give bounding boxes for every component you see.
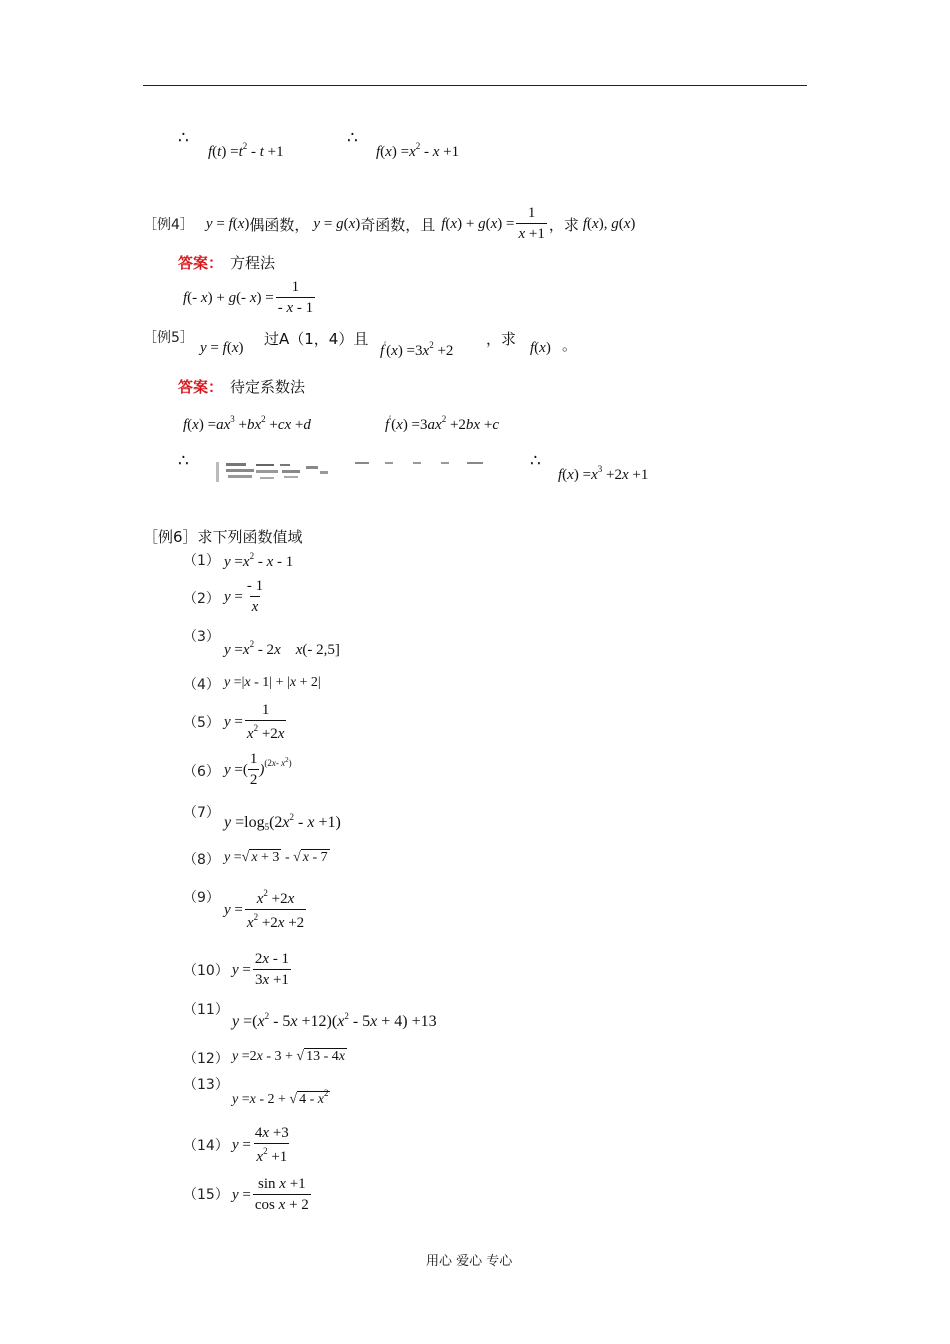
- problem-14: y = $\frac{4x +3}{x^2 +1}$: [232, 1124, 289, 1165]
- problem-8: y =√ x + 3 - √ x - 7: [224, 850, 328, 865]
- therefore-symbol: ∴: [530, 451, 541, 471]
- example-label: ［例4］: [143, 217, 194, 233]
- footer-text: 用心 爱心 专心: [426, 1254, 513, 1269]
- answer-label: 答案：: [178, 254, 224, 272]
- problem-15: y = $\frac{\text{sin x +1}}{\text{cos x + 2}}$: [232, 1176, 309, 1213]
- problem-2: y = $\frac{- 1}{x}$: [224, 578, 264, 615]
- derivative-condition: $f'(x) =3x^2 +2$: [380, 340, 454, 359]
- illegible-formula-dashes: [355, 460, 485, 468]
- result-f-x: $f(x) =x^3 +2x +1$: [558, 464, 649, 483]
- header-rule: [143, 85, 807, 86]
- problem-4: y =|x - 1| + |x + 2|: [224, 675, 321, 690]
- problem-12: y =2x - 3 + √ 13 - 4x: [232, 1049, 345, 1064]
- problem-6: y =( $\frac{1}{2}$ ) (2x- $x^2$): [224, 751, 292, 788]
- problem-7: $y =\log_5(2x^2 - x +1)$: [224, 812, 341, 832]
- answer-method: 待定系数法: [230, 378, 306, 396]
- cubic-general: $f(x) =ax^3 +bx^2 +cx +d$: [183, 414, 311, 433]
- problem-3: $y =x^2 - 2x$ x(- 2,5]: [224, 639, 340, 658]
- example-6-title: ［例6］求下列函数值域: [143, 528, 303, 546]
- answer-label: 答案：: [178, 378, 224, 396]
- therefore-symbol: ∴: [178, 128, 189, 148]
- example-label: ［例5］: [143, 330, 194, 346]
- problem-5: y = $\frac{1}{x^2 +2x}$: [224, 701, 285, 742]
- problem-10: y = $\frac{2x - 1}{3x +1}$: [232, 951, 290, 988]
- equation-odd-even: f(- x) + g(- x) = $\frac{1}{- x - 1}$: [183, 279, 314, 316]
- problem-1: $y =x^2 - x - 1$: [224, 551, 294, 570]
- formula-f-t: $f(t) =t^2 - t +1$: [208, 141, 284, 160]
- fraction: $\frac{1}{x +1}$: [518, 205, 545, 242]
- cubic-derivative: $f'(x) =3ax^2 +2bx +c$: [385, 414, 499, 433]
- illegible-formula-image: [216, 458, 336, 484]
- therefore-symbol: ∴: [178, 451, 189, 471]
- example-4: ［例4］ y = f(x) 偶函数， y = g(x) 奇函数，且 f(x) + g(x) = $\frac{1}{x +1}$ ，求 f(x), g(x): [143, 205, 636, 242]
- problem-9: y = $\frac{x^2 +2x}{x^2 +2x +2}$: [224, 888, 305, 931]
- problem-13: y =x - 2 + √ $4 - x^2$: [232, 1088, 329, 1107]
- therefore-symbol: ∴: [347, 128, 358, 148]
- answer-method: 方程法: [230, 254, 276, 272]
- problem-11: $y =(x^2 - 5x +12)(x^2 - 5x + 4) +13$: [232, 1011, 437, 1030]
- formula-f-x: $f(x) =x^2 - x +1$: [376, 141, 460, 160]
